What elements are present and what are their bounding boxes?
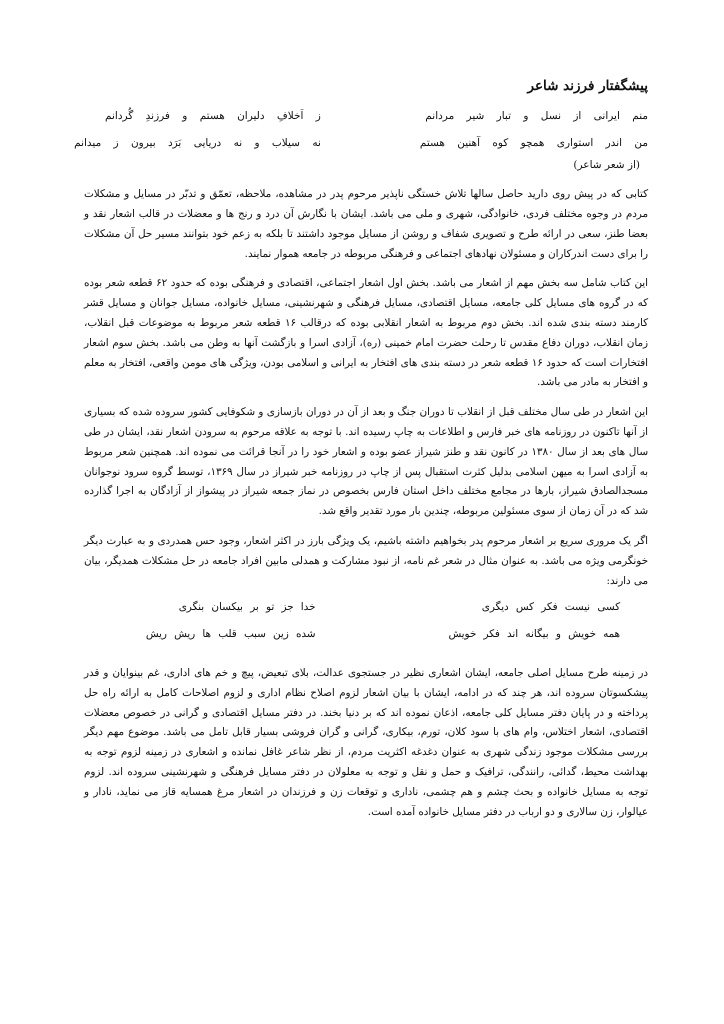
poem-attribution: (از شعر شاعر) <box>573 159 640 172</box>
paragraph-features: اگر یک مروری سریع بر اشعار مرحوم پدر بخواهیم داشته باشیم، یک ویژگی بارز در اکثر اشعار، وجود حس همدردی و به عبارت دیگر خونگرمی ویژه می باشد. به عنوان مثال در شعر غم نامه، از نبود مشارکت و همدلی مابین افراد جامعه در حل مشکلات همدیگر، بیان می دارند: <box>84 534 648 587</box>
document-title: پیشگفتار فرزند شاعر <box>527 78 648 94</box>
paragraph-history: این اشعار در طی سال مختلف قبل از انقلاب تا دوران جنگ و بعد از آن در دوران بازسازی و شکوفایی کشور سروده شده که بسیاری از آنها تاکنون در روزنامه های خبر فارس و اطلاعات به چاپ رسیده اند. با توجه به علاقه مرحوم به سرودن اشعار نقد، ایشان در طی سال های بعد از سال ۱۳۸۰ در کانون نقد و طنز شیراز عضو بوده و اشعار خود را در آنجا قرائت می نموده اند. همچنین شعر مربوط به آزادی اسرا به میهن اسلامی بدلیل کثرت استقبال پس از چاپ در روزنامه خبر شیراز در سال ۱۳۶۹، توسط گروه سرود نوجوانان مسجدالصادق شیراز، بارها در مجامع مختلف داخل استان فارس بخصوص در نماز جمعه شیراز در پیشواز از آزادگان به اجرا گذارده شد که در آن زمان از سوی مسئولین مربوطه، چندین بار مورد تقدیر واقع شد. <box>84 406 649 518</box>
verse-second-hemistich: خدا جز تو بر بیکسان بنگری <box>178 601 316 614</box>
paragraph-intro: کتابی که در پیش روی دارید حاصل سالها تلاش خستگی ناپذیر مرحوم پدر در مشاهده، ملاحظه، تعمّق و تدبّر در مسایل و مشکلات مردم در وجوه مختلف فردی، خانوادگی، شهری و ملی می باشد. ایشان با نگارش آن درد و رنج ها و معضلات در قالب اشعار نقد و بعضا طنز، سعی در ارائه طرح و تصویری شفاف و روشن از مسایل موجود داشتند تا بلکه به زعم خود بتوانند مسیر حل آن مشکلات را برای دست اندرکاران و مسئولان نهادهای اجتماعی و فرهنگی مربوطه در جامعه هموار نمایند. <box>84 188 648 260</box>
opening-poem <box>74 110 648 149</box>
verse-second-hemistich: نه سیلاب و نه دریایی بَرَد بیرون ز میدانم <box>74 136 321 149</box>
verse-first-hemistich: همه خویش و بیگانه اند فکر خویش <box>448 627 620 640</box>
verse-second-hemistich: ز اَخلافِ دلیران هستم و فرزندِ گُردانم <box>105 110 321 122</box>
paragraph-topics: در زمینه طرح مسایل اصلی جامعه، ایشان اشعاری نظیر در جستجوی عدالت، بلای تبعیض، پیچ و خم های اداری، غم بینوایان و قدر پیشکسوتان سروده اند، هر چند که در ادامه، ایشان با بیان اشعار لزوم اصلاح نظام اداری و لزوم اصلاحات کامل به ارائه راه حل پرداخته و در پایان دفتر مسایل کلی جامعه، اذعان نموده اند که بر دنیا بخند. در دفتر مسایل اقتصادی و گرانی در خصوص معضلات اقتصادی، اشعار اختلاس، وام های با سود کلان، تورم، بیکاری، گرانی و گران فروشی بسیار قابل تامل می باشد. موضوع مهم دیگر بررسی مشکلات موجود زندگی شهری به عنوان دغدغه اکثریت مردم، از نظر شاعر غافل نمانده و اشعاری در زمینه لزوم توجه به بهداشت محیط، گدائی، رانندگی، ترافیک و حمل و نقل و توجه به معلولان در دفتر مسایل فرهنگی و شهرنشینی سروده اند. لزوم توجه به مسایل خانواده و بحث چشم و هم چشمی، ناداری و توقعات زن و فرزندان در اشعار مرغ همسایه قاز می نماید، نادار و عیالوار، زن سالاری و دو ارباب در دفتر مسایل خانواده آمده است. <box>84 667 648 818</box>
poem-verse <box>74 136 648 150</box>
paragraph-sections: این کتاب شامل سه بخش مهم از اشعار می باشد. بخش اول اشعار اجتماعی، اقتصادی و فرهنگی بوده که حدود ۶۲ قطعه شعر بوده که در گروه های مسایل کلی جامعه، مسایل اقتصادی، مسایل فرهنگی و شهرنشینی، مسایل خانواده، مسایل جوانان و مسایل قشر کارمند دسته بندی شده اند. بخش دوم مربوط به اشعار انقلابی بوده که درقالب ۱۶ قطعه شعر مربوط به موضوعات قبل انقلاب، زمان انقلاب، دوران دفاع مقدس تا رحلت حضرت امام خمینی (ره)، آزادی اسرا و بازگشت آنها به وطن می باشد. بخش سوم اشعار افتخارات است که حدود ۱۶ قطعه شعر در دسته بندی های افتخار به ایرانی و اسلامی بودن، ویژگی های مومن واقعی، افتخار به معلم و افتخار به مادر می باشد. <box>84 277 649 389</box>
verse-first-hemistich: منم ایرانی از نسل و تبار شیر مردانم <box>425 110 648 122</box>
poem-verse <box>84 110 648 123</box>
example-poem <box>56 601 620 640</box>
poem-verse <box>56 601 620 613</box>
verse-second-hemistich: شده زین سبب قلب ها ریش ریش <box>145 627 316 640</box>
document-page <box>74 78 649 832</box>
verse-first-hemistich: من اندر استواری همچو کوه آهنین هستم <box>419 136 648 149</box>
verse-first-hemistich: کسی نیست فکر کس دیگری <box>481 601 620 614</box>
poem-verse <box>56 628 620 640</box>
